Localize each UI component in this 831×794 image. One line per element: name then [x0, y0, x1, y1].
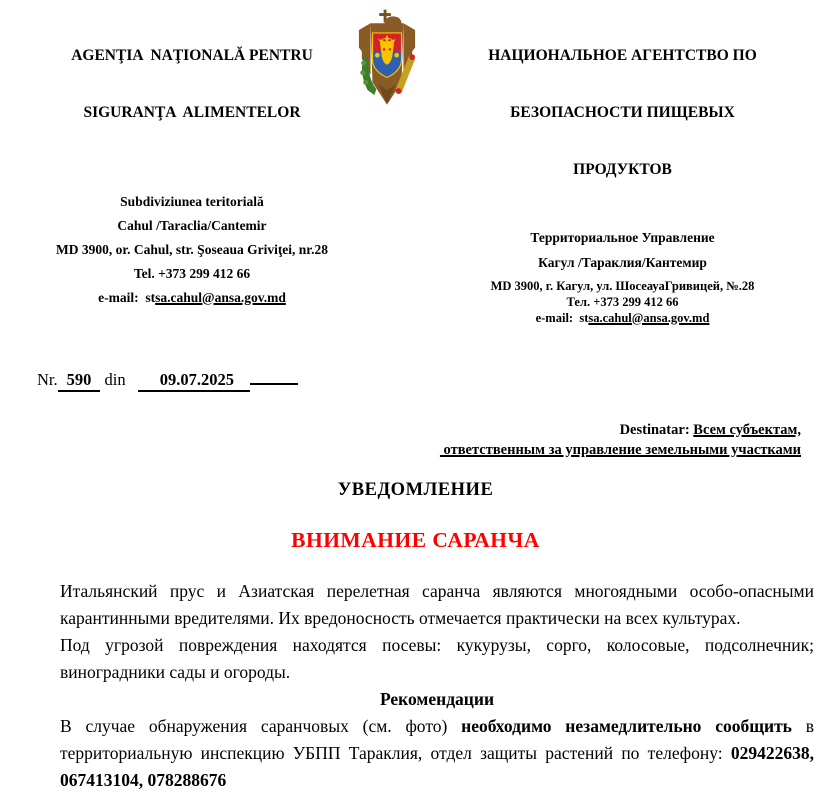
letterhead — [0, 0, 831, 326]
para3-bold-1: необходимо незамедлительно сообщить — [461, 716, 792, 736]
org-block-russian — [420, 8, 831, 326]
date-underline-extension — [250, 383, 298, 385]
email-line-ro — [28, 290, 356, 305]
org-block-romanian — [0, 8, 356, 314]
org-title-ru-line3: ПРОДУКТОВ — [573, 161, 672, 178]
org-title-ru-line1: НАЦИОНАЛЬНОЕ АГЕНТСТВО ПО — [488, 47, 757, 64]
org-title-ru-line2: БЕЗОПАСНОСТИ ПИЩЕВЫХ — [510, 104, 735, 121]
para3-phone-numbers: 029422638, 067413104, 078288676 — [60, 743, 814, 790]
subdivision-ru: Территориальное Управление — [530, 230, 715, 245]
coat-of-arms-icon — [356, 8, 418, 116]
reference-number-line — [37, 370, 831, 392]
address-ru: MD 3900, г. Кагул, ул. ШосеауаГривицей, №.28 — [490, 279, 755, 293]
nr-value: 590 — [58, 370, 101, 392]
body-paragraph-3 — [60, 713, 814, 794]
para3-text-2: в территориальную инспекцию УБПП Тараклия, отдел защиты растений по телефону: — [60, 716, 815, 763]
notification-title: УВЕДОМЛЕНИЕ — [337, 480, 494, 500]
destinatar-line1 — [0, 420, 801, 440]
email-line-ru — [420, 310, 825, 326]
nr-label: Nr. — [37, 370, 58, 389]
warning-title: ВНИМАНИЕ САРАНЧА — [291, 528, 540, 552]
din-label: din — [104, 370, 126, 389]
destinatar-recipient: Всем субъектам, — [693, 422, 801, 438]
recommendations-title: Рекомендации — [379, 689, 495, 709]
org-title-romanian — [28, 8, 356, 160]
body-paragraph-2: Под угрозой повреждения находятся посевы: кукурузы, сорго, колосовые, подсолнечник; виноградники сады и огороды. — [60, 635, 814, 682]
district-ru: Кагул /Тараклия/Кантемир — [538, 255, 707, 270]
destinatar-line2: ответственным за управление земельными участками — [439, 442, 801, 458]
email-label-ru: e-mail: st — [535, 311, 589, 325]
org-title-ro-line1: AGENŢIA NAŢIONALĂ PENTRU — [71, 47, 313, 64]
body-paragraph-1: Итальянский прус и Азиатская перелетная саранча являются многоядными особо-опасными карантинными вредителями. Их вредоносность отмечается практически на всех культурах. — [60, 581, 814, 628]
para3-text-1: В случае обнаружения саранчовых (см. фото) — [60, 716, 462, 736]
document-body — [60, 578, 814, 794]
subdivision-ro: Subdiviziunea teritorială — [120, 194, 264, 209]
email-link-ro[interactable]: sa.cahul@ansa.gov.md — [155, 290, 286, 305]
phone-ro: Tel. +373 299 412 66 — [133, 266, 251, 281]
phone-ru: Тел. +373 299 412 66 — [566, 295, 679, 309]
destinatar-block — [0, 420, 831, 460]
destinatar-label: Destinatar: — [619, 422, 694, 438]
address-ro: MD 3900, or. Cahul, str. Şoseaua Griviţei, nr.28 — [56, 242, 328, 257]
email-link-ru[interactable]: sa.cahul@ansa.gov.md — [588, 311, 710, 325]
org-title-ro-line2: SIGURANŢA ALIMENTELOR — [83, 104, 301, 121]
district-ro: Cahul /Taraclia/Cantemir — [117, 218, 267, 233]
org-title-russian — [420, 8, 825, 217]
moldova-coat-of-arms — [356, 8, 420, 121]
date-value: 09.07.2025 — [138, 370, 250, 392]
email-label-ro: e-mail: st — [98, 290, 156, 305]
